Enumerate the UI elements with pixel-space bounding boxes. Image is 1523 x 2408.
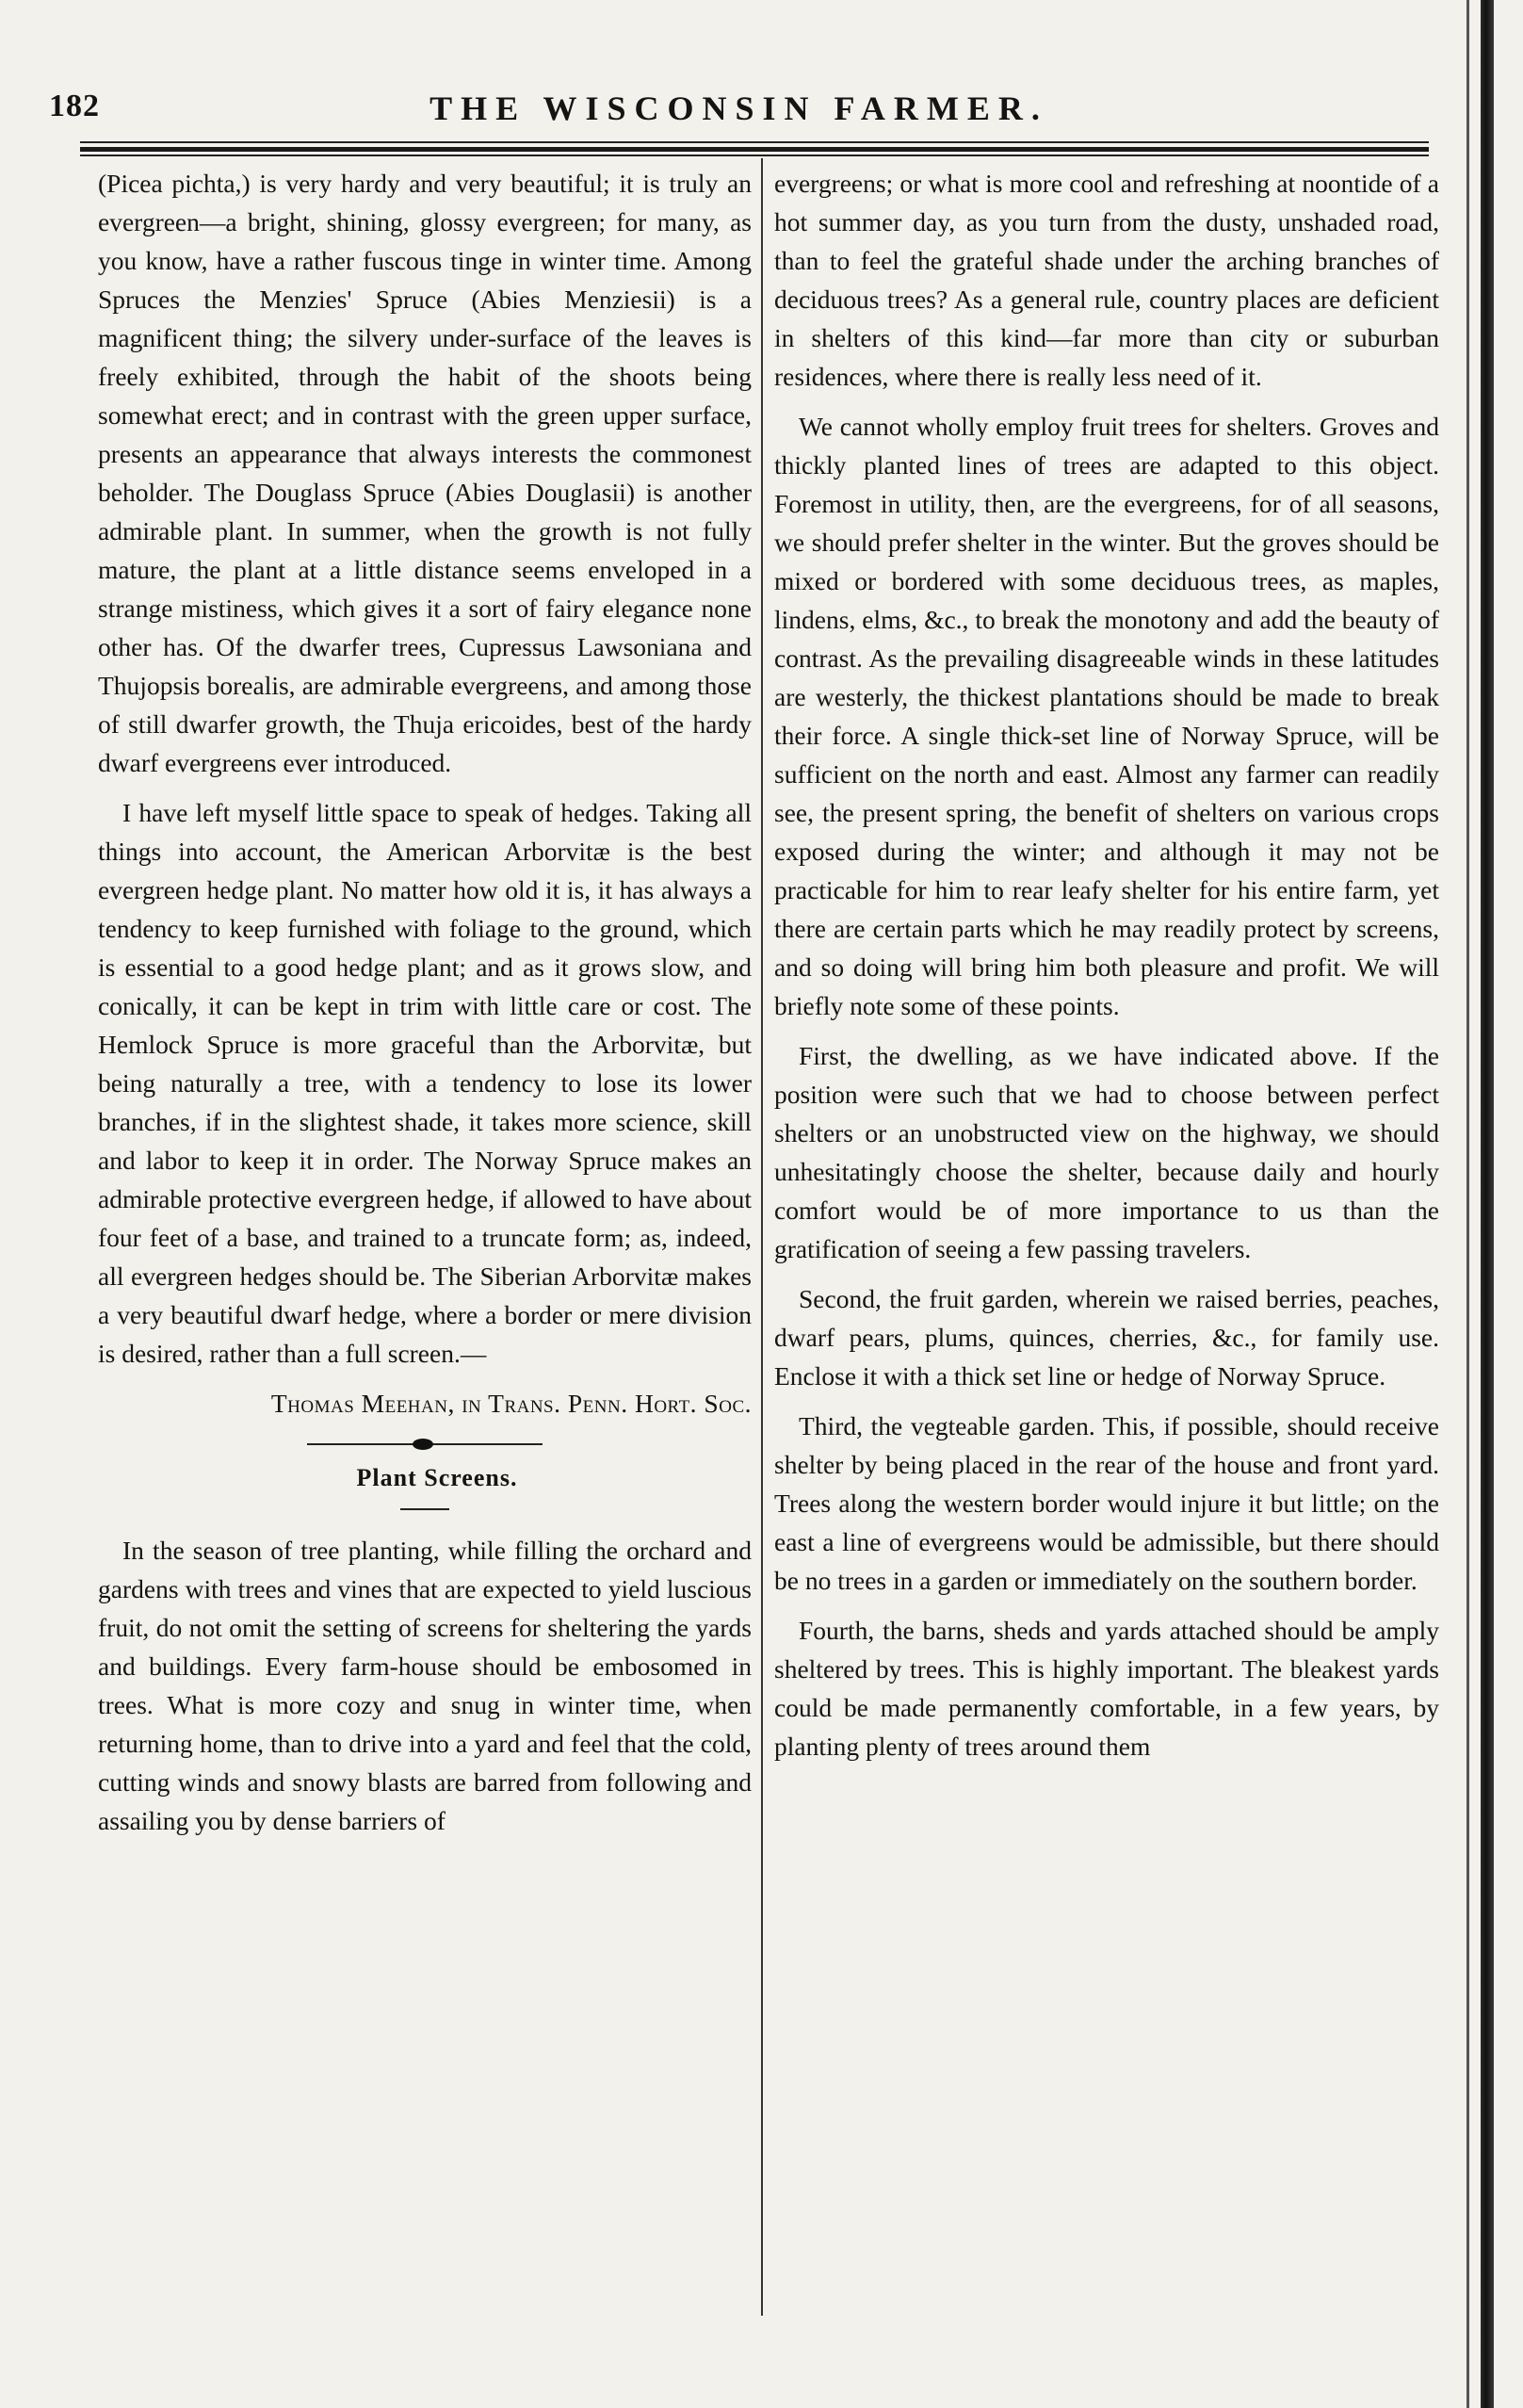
page-number: 182 [49, 89, 100, 123]
header-rule-thick [80, 147, 1429, 152]
section-title: Plant Screens. [356, 1464, 518, 1491]
left-column [98, 164, 752, 1851]
article-signature: Thomas Meehan, in Trans. Penn. Hort. Soc. [270, 1389, 752, 1418]
header-rule-top [80, 141, 1429, 143]
paragraph: (Picea pichta,) is very hardy and very beautiful; it is truly an evergreen—a bright, shining, glossy evergreen; for many, as you know, have a rather fuscous tinge in winter time. Among Spruces the Menzies' Spruce (Abies Menziesii) is a magnificent thing; the silvery under-surface of the leaves is freely exhibited, through the habit of the shoots being somewhat erect; and in contrast with the green upper surface, presents an appearance that always interests the commonest beholder. The Douglass Spruce (Abies Douglasii) is another admirable plant. In summer, when the growth is not fully mature, the plant at a little distance seems enveloped in a strange mistiness, which gives it a sort of fairy elegance none other has. Of the dwarfer trees, Cupressus Lawsoniana and Thujopsis borealis, are admirable evergreens, and among those of still dwarfer growth, the Thuja ericoides, best of the hardy dwarf evergreens ever introduced. [98, 169, 752, 777]
header-rule-bottom [80, 155, 1429, 156]
page-edge-line [1466, 0, 1469, 2408]
binding-edge [1481, 0, 1494, 2408]
paragraph: We cannot wholly employ fruit trees for shelters. Groves and thickly planted lines of trees are adapted to this object. Foremost in utility, then, are the evergreens, for of all seasons, we should prefer shelter in the winter. But the groves should be mixed or bordered with some deciduous trees, as maples, lindens, elms, &c., to break the monotony and add the beauty of contrast. As the prevailing disagreeable winds in these latitudes are westerly, the thickest plantations should be made to break their force. A single thick-set line of Norway Spruce, will be sufficient on the north and east. Almost any farmer can readily see, the present spring, the benefit of shelters on various crops exposed during the winter; and although it may not be practicable for him to rear leafy shelter for his entire farm, yet there are certain parts which he may readily protect by screens, and so doing will bring him both pleasure and profit. We will briefly note some of these points. [774, 412, 1439, 1020]
section-divider-ornament [307, 1443, 543, 1445]
paragraph: First, the dwelling, as we have indicated above. If the position were such that we had to choose between perfect shelters or an unobstructed view on the highway, we should unhesitatingly choose the shelter, because daily and hourly comfort would be of more importance to us than the gratification of seeing a few passing travelers. [774, 1041, 1439, 1263]
paragraph: I have left myself little space to speak of hedges. Taking all things into account, the American Arborvitæ is the best evergreen hedge plant. No matter how old it is, it has always a tendency to keep furnished with foliage to the ground, which is essential to a good hedge plant; and as it grows slow, and conically, it can be kept in trim with little care or cost. The Hemlock Spruce is more graceful than the Arborvitæ, but being naturally a tree, with a tendency to lose its lower branches, if in the slightest shade, it takes more science, skill and labor to keep it in order. The Norway Spruce makes an admirable protective evergreen hedge, if allowed to have about four feet of a base, and trained to a truncate form; as, indeed, all evergreen hedges should be. The Siberian Arborvitæ makes a very beautiful dwarf hedge, where a border or mere division is desired, rather than a full screen.— [98, 798, 752, 1368]
journal-title: THE WISCONSIN FARMER. [429, 89, 1048, 127]
paragraph: Third, the vegteable garden. This, if possible, should receive shelter by being placed in the rear of the house and front yard. Trees along the western border would injure it but little; on the east a line of evergreens would be admissible, but there should be no trees in a garden or immediately on the southern border. [774, 1411, 1439, 1595]
right-column [774, 164, 1439, 1777]
paragraph: Fourth, the barns, sheds and yards attached should be amply sheltered by trees. This is highly important. The bleakest yards could be made permanently comfortable, in a few years, by planting plenty of trees around them [774, 1616, 1439, 1761]
paragraph: In the season of tree planting, while filling the orchard and gardens with trees and vines that are expected to yield luscious fruit, do not omit the setting of screens for sheltering the yards and buildings. Every farm-house should be embosomed in trees. What is more cozy and snug in winter time, when returning home, than to drive into a yard and feel that the cold, cutting winds and snowy blasts are barred from following and assailing you by dense barriers of [98, 1536, 752, 1835]
section-title-rule [400, 1508, 449, 1510]
column-divider [761, 158, 763, 2316]
page-header [49, 83, 1429, 136]
paragraph: evergreens; or what is more cool and refreshing at noontide of a hot summer day, as you turn from the dusty, unshaded road, than to feel the grateful shade under the arching branches of deciduous trees? As a general rule, country places are deficient in shelters of this kind—far more than city or suburban residences, where there is really less need of it. [774, 169, 1439, 391]
paragraph: Second, the fruit garden, wherein we raised berries, peaches, dwarf pears, plums, quinces, cherries, &c., for family use. Enclose it with a thick set line or hedge of Norway Spruce. [774, 1284, 1439, 1391]
